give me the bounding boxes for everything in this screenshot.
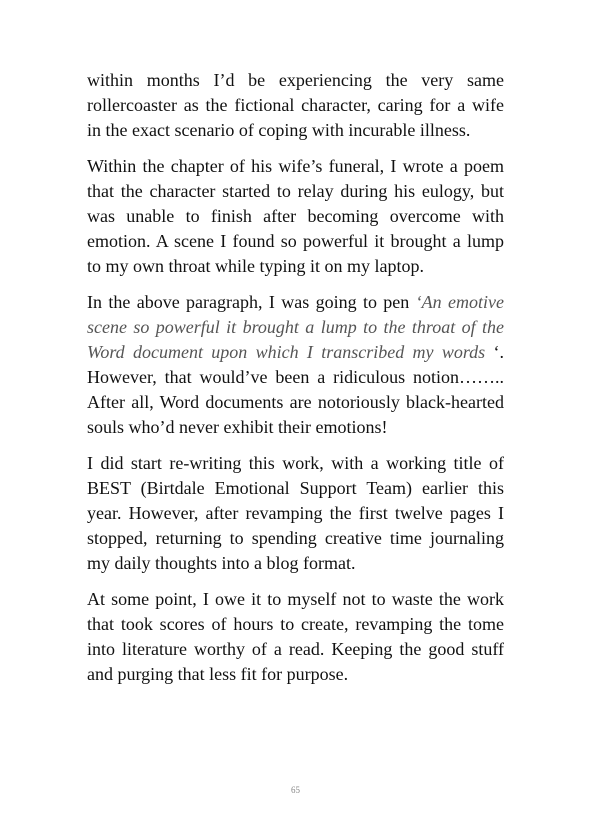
paragraph-5: At some point, I owe it to myself not to waste the work that took scores of hours to create, revamping the tome into literature worthy of a read. Keeping the good stuff and purging that less fit for purpose. (87, 589, 504, 684)
page-number: 65 (291, 785, 300, 795)
paragraph-4: I did start re-writing this work, with a working title of BEST (Birtdale Emotional Support Team) earlier this year. However, after revamping the first twelve pages I stopped, returning to spending creative time journaling my daily thoughts into a blog format. (87, 453, 504, 573)
paragraph-3 (87, 290, 504, 440)
paragraph-1: within months I’d be experiencing the very same rollercoaster as the fictional character, caring for a wife in the exact scenario of coping with incurable illness. (87, 70, 504, 140)
body-text (87, 68, 504, 687)
paragraph-3-lead: In the above paragraph, I was going to pen (87, 292, 416, 312)
paragraph-2: Within the chapter of his wife’s funeral, I wrote a poem that the character started to relay during his eulogy, but was unable to finish after becoming overcome with emotion. A scene I found so powerful it brought a lump to my own throat while typing it on my laptop. (87, 156, 504, 276)
paragraph-3-tail: ‘. However, that would’ve been a ridiculous notion…….. After all, Word documents are notoriously black-hearted souls who’d never exhibit their emotions! (87, 342, 504, 437)
italic-quote: ‘An emotive scene so powerful it brought a lump to the throat of the Word document upon which I transcribed my words (87, 292, 504, 362)
